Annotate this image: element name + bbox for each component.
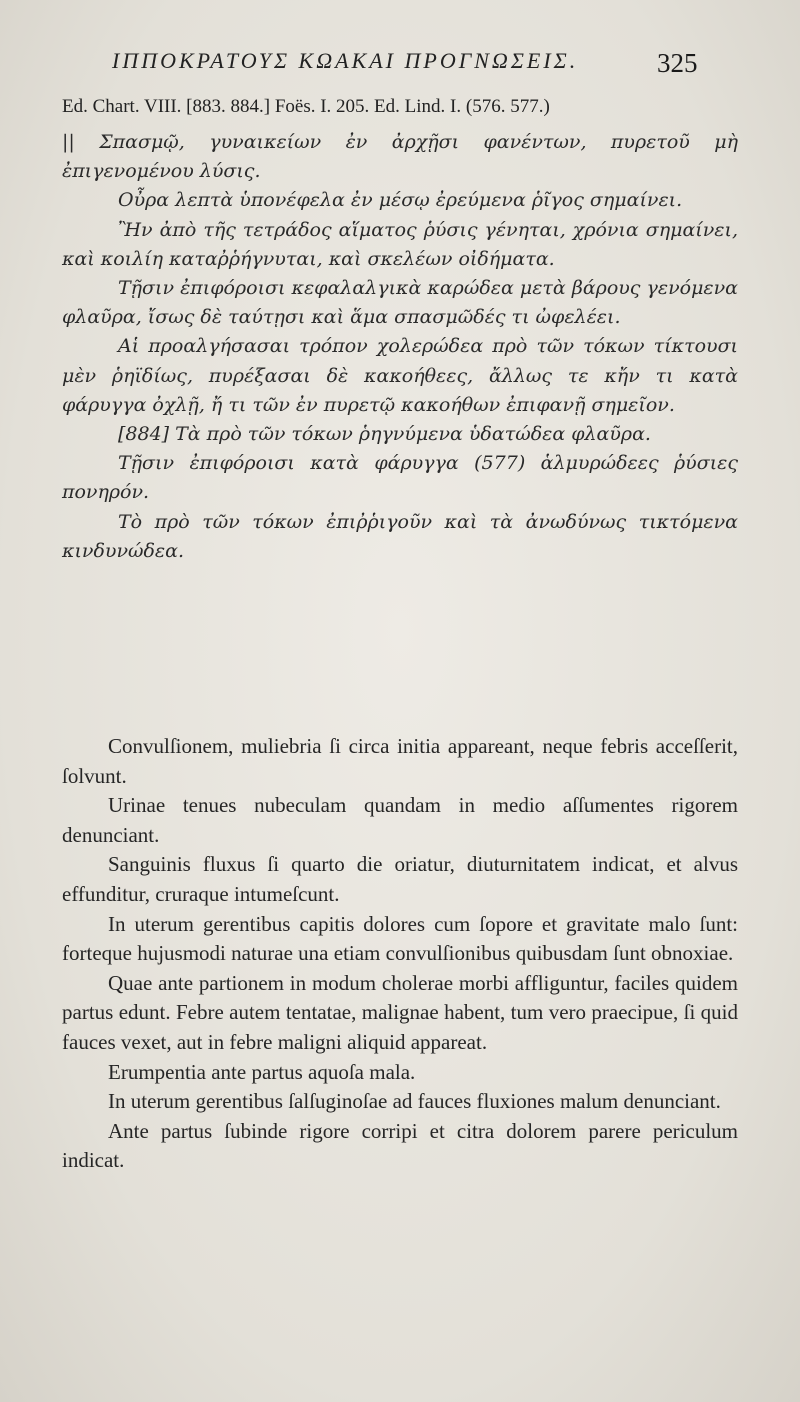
greek-paragraph: [884] Τὰ πρὸ τῶν τόκων ῥηγνύμενα ὑδατώδεα φλαῦρα.	[118, 423, 651, 446]
greek-paragraph: Αἱ προαλγήσασαι τρόπον χολερώδεα πρὸ τῶν τόκων τίκτουσι μὲν ῥηϊδίως, πυρέξασαι δὲ κακοήθεες, ἄλλως τε κἤν τι κατὰ φάρυγγα ὀχλῇ, ἤ τι τῶν ἐν πυρετῷ κακοήθων ἐπιφανῇ σημεῖον.	[62, 335, 738, 416]
greek-paragraph: Τῇσιν ἐπιφόροισι κεφαλαλγικὰ καρώδεα μετὰ βάρους γενόμενα φλαῦρα, ἴσως δὲ ταύτῃσι καὶ ἅμα σπασμῶδές τι ὠφελέει.	[62, 277, 738, 329]
greek-paragraph: Οὖρα λεπτὰ ὑπονέφελα ἐν μέσῳ ἐρεύμενα ῥῖγος σημαίνει.	[118, 189, 683, 212]
latin-paragraph: In uterum gerentibus ſalſuginoſae ad fauces fluxiones malum denunciant.	[108, 1089, 721, 1114]
latin-paragraph: In uterum gerentibus capitis dolores cum ſopore et gravitate malo ſunt: forteque hujusmodi naturae una etiam convulſionibus quibusdam ſunt obnoxiae.	[62, 911, 738, 966]
greek-paragraph: Τὸ πρὸ τῶν τόκων ἐπιῤῥιγοῦν καὶ τὰ ἀνωδύνως τικτόμενα κινδυνώδεα.	[62, 510, 738, 562]
latin-paragraph: Urinae tenues nubeculam quandam in medio aſſumentes rigorem denunciant.	[62, 793, 738, 847]
latin-paragraph: Ante partus ſubinde rigore corripi et citra dolorem parere periculum indicat.	[62, 1118, 738, 1173]
page-number: 325	[657, 48, 698, 78]
latin-paragraph: Sanguinis fluxus ſi quarto die oriatur, diuturnitatem indicat, et alvus effunditur, cruraque intumeſcunt.	[62, 852, 738, 906]
latin-paragraph: Quae ante partionem in modum cholerae morbi affliguntur, faciles quidem partus edunt. Febre autem tentatae, malignae habent, tum vero praecipue, ſi quid fauces vexet, aut in febre maligni aliquid appareat.	[62, 970, 738, 1054]
edition-reference: Ed. Chart. VIII. [883. 884.] Foës. I. 205. Ed. Lind. I. (576. 577.)	[62, 96, 550, 117]
greek-paragraph: || Σπασμῷ, γυναικείων ἐν ἀρχῇσι φανέντων, πυρετοῦ μὴ ἐπιγενομένου λύσις.	[62, 131, 738, 183]
latin-paragraph: Convulſionem, muliebria ſi circa initia appareant, neque febris acceſſerit, ſolvunt.	[62, 734, 738, 788]
latin-text-block	[62, 732, 738, 1176]
running-title: ΙΠΠΟΚΡΑΤΟΥΣ ΚΩΑΚΑΙ ΠΡΟΓΝΩΣΕΙΣ.	[112, 48, 579, 73]
greek-paragraph: Τῇσιν ἐπιφόροισι κατὰ φάρυγγα (577) ἁλμυρώδεες ῥύσιες πονηρόν.	[62, 452, 738, 504]
greek-paragraph: Ἢν ἀπὸ τῆς τετράδος αἵματος ῥύσις γένηται, χρόνια σημαίνει, καὶ κοιλίη καταῤῥήγνυται, καὶ σκελέων οἰδήματα.	[62, 218, 738, 270]
latin-paragraph: Erumpentia ante partus aquoſa mala.	[108, 1059, 416, 1084]
greek-text-block	[62, 128, 738, 566]
